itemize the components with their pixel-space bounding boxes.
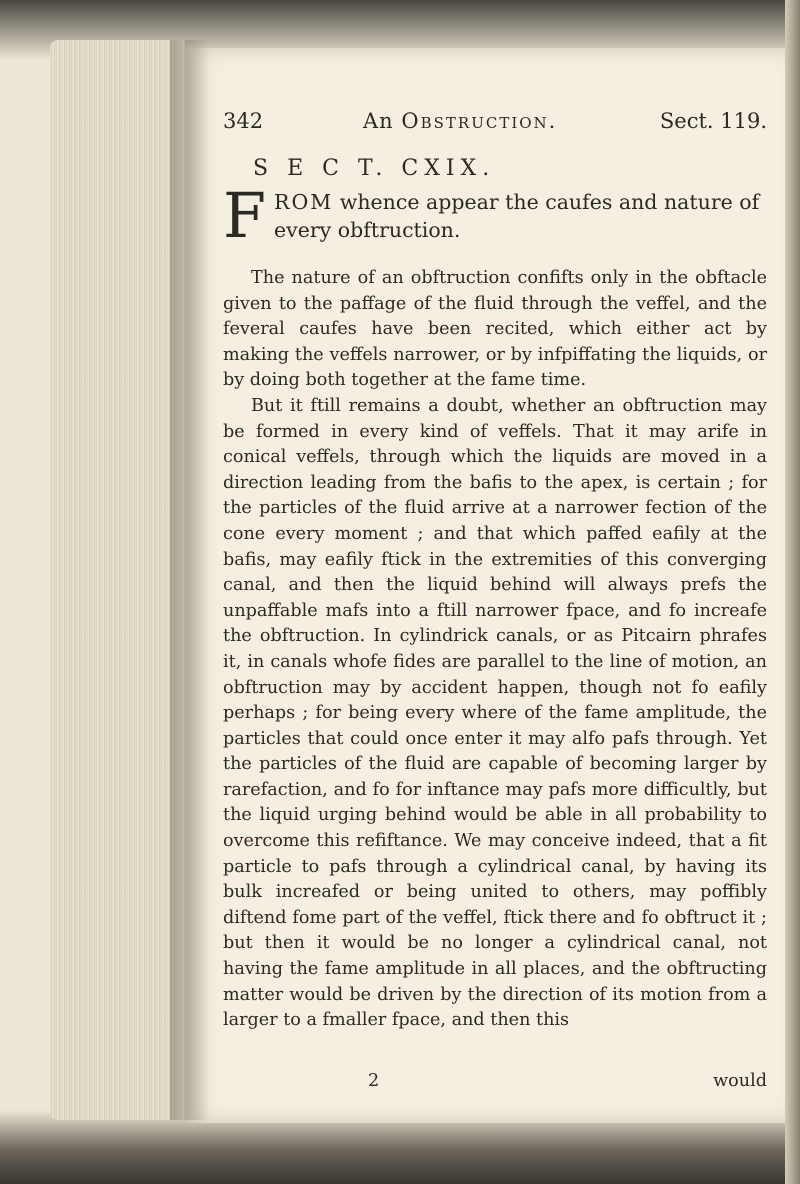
section-reference: Sect. 119. <box>659 109 767 133</box>
drop-cap: F <box>223 179 267 252</box>
page-number: 342 <box>223 109 264 133</box>
body-text <box>223 266 767 1034</box>
opening-sentence <box>223 179 767 252</box>
spine-shadow <box>170 40 210 1120</box>
opening-caps: ROM <box>274 190 334 214</box>
catchword: would <box>713 1071 767 1091</box>
paragraph-1: The nature of an obftruction confifts only in the obftacle given to the paffage of the fluid through the veffel, and the feveral caufes have been recited, which either act by making the veffels narrower, or by infpiffating the liquids, or by doing both together at the fame time. <box>223 268 767 391</box>
running-title <box>363 106 557 136</box>
opening-text: whence appear the caufes and nature of every obftruction. <box>274 190 760 242</box>
book-page <box>185 48 785 1123</box>
running-title-prefix: An <box>363 109 394 133</box>
page-edges <box>50 40 185 1120</box>
running-title-caps: Obstruction. <box>401 109 558 133</box>
running-head <box>223 106 767 136</box>
page-footer <box>223 1068 767 1094</box>
signature-mark: 2 <box>368 1071 380 1091</box>
paragraph-2: But it ftill remains a doubt, whether an obftruction may be formed in every kind of veffels. That it may arife in conical veffels, through which the liquids are moved in a direction leading from the bafis to the apex, is certain ; for the particles of the fluid arrive at a narrower fection of the cone every moment ; and that which paffed eafily at the bafis, may eafily ftick in the extremities of this converging canal, and then the liquid behind will always prefs the unpaffable mafs into a ftill narrower fpace, and fo increafe the obftruction. In cylindrick canals, or as Pitcairn phrafes it, in canals whofe fides are parallel to the line of motion, an obftruction may by accident happen, though not fo eafily perhaps ; for being every where of the fame amplitude, the particles that could once enter it may alfo pafs through. Yet the particles of the fluid are capable of becoming larger by rarefaction, and fo for inftance may pafs more difficultly, but the liquid urging behind would be able in all probability to overcome this refiftance. We may conceive indeed, that a fit particle to pafs through a cylindrical canal, by having its bulk increafed or being united to others, may poffibly diftend fome part of the veffel, ftick there and fo obftruct it ; but then it would be no longer a cylindrical canal, not having the fame amplitude in all places, and the obftructing matter would be driven by the direction of its motion from a larger to a fmaller fpace, and then this <box>223 395 767 1031</box>
section-heading: S E C T. CXIX. <box>253 156 496 181</box>
right-edge <box>785 0 800 1184</box>
